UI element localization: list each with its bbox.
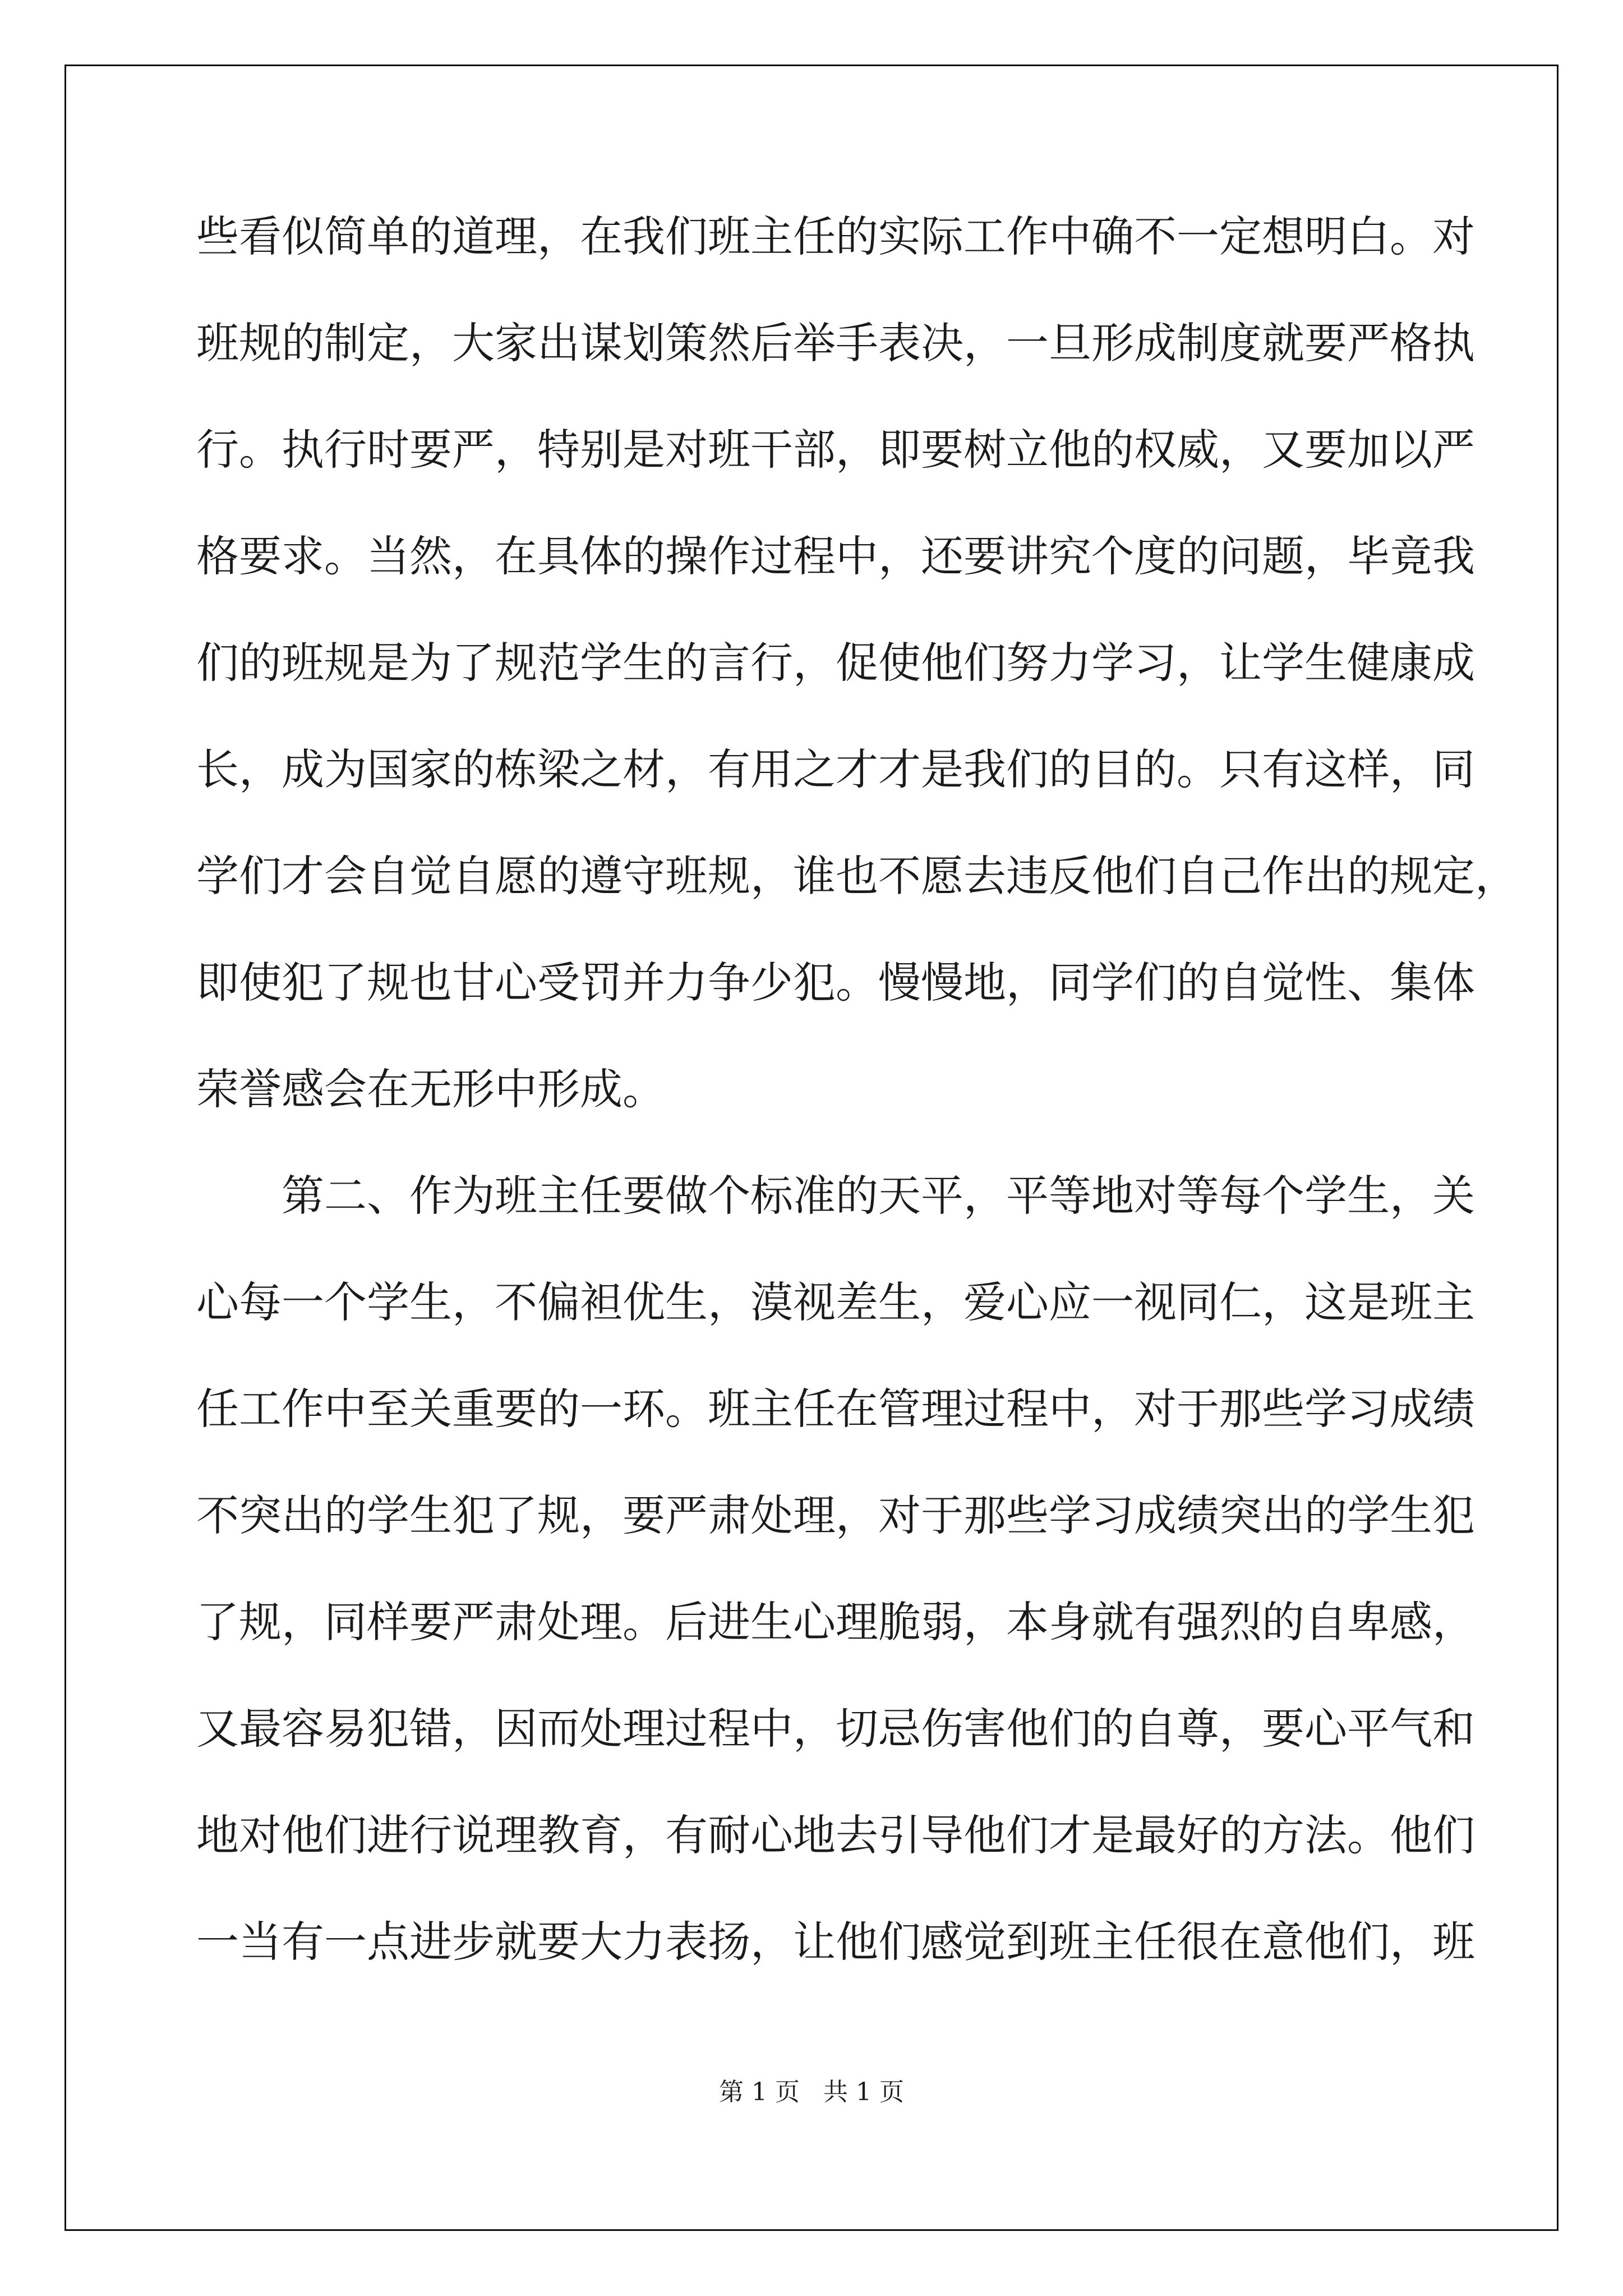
- text-line: 们的班规是为了规范学生的言行，促使他们努力学习，让学生健康成: [196, 638, 1475, 688]
- page-border: [64, 65, 1559, 2231]
- text-line: 了规，同样要严肃处理。后进生心理脆弱，本身就有强烈的自卑感，: [196, 1597, 1475, 1647]
- text-line: 任工作中至关重要的一环。班主任在管理过程中，对于那些学习成绩: [196, 1384, 1475, 1434]
- text-line: 学们才会自觉自愿的遵守班规，谁也不愿去违反他们自己作出的规定，: [196, 851, 1518, 901]
- text-line: 行。执行时要严，特别是对班干部，即要树立他的权威，又要加以严: [196, 425, 1475, 475]
- text-line: 格要求。当然，在具体的操作过程中，还要讲究个度的问题，毕竟我: [196, 531, 1475, 581]
- page-footer: 第 1 页 共 1 页: [719, 2078, 904, 2106]
- text-line: 地对他们进行说理教育，有耐心地去引导他们才是最好的方法。他们: [196, 1810, 1475, 1860]
- text-line: 即使犯了规也甘心受罚并力争少犯。慢慢地，同学们的自觉性、集体: [196, 958, 1475, 1007]
- text-line: 长，成为国家的栋梁之材，有用之才才是我们的目的。只有这样，同: [196, 744, 1475, 794]
- text-line: 一当有一点进步就要大力表扬，让他们感觉到班主任很在意他们，班: [196, 1917, 1475, 1967]
- text-line: 第二、作为班主任要做个标准的天平，平等地对等每个学生，关: [196, 1171, 1475, 1221]
- text-line: 心每一个学生，不偏袒优生，漠视差生，爱心应一视同仁，这是班主: [196, 1277, 1475, 1327]
- text-line: 些看似简单的道理，在我们班主任的实际工作中确不一定想明白。对: [196, 211, 1475, 261]
- text-line: 班规的制定，大家出谋划策然后举手表决，一旦形成制度就要严格执: [196, 318, 1475, 368]
- text-line: 荣誉感会在无形中形成。: [196, 1064, 665, 1114]
- text-line: 又最容易犯错，因而处理过程中，切忌伤害他们的自尊，要心平气和: [196, 1704, 1475, 1754]
- text-line: 不突出的学生犯了规，要严肃处理，对于那些学习成绩突出的学生犯: [196, 1490, 1475, 1540]
